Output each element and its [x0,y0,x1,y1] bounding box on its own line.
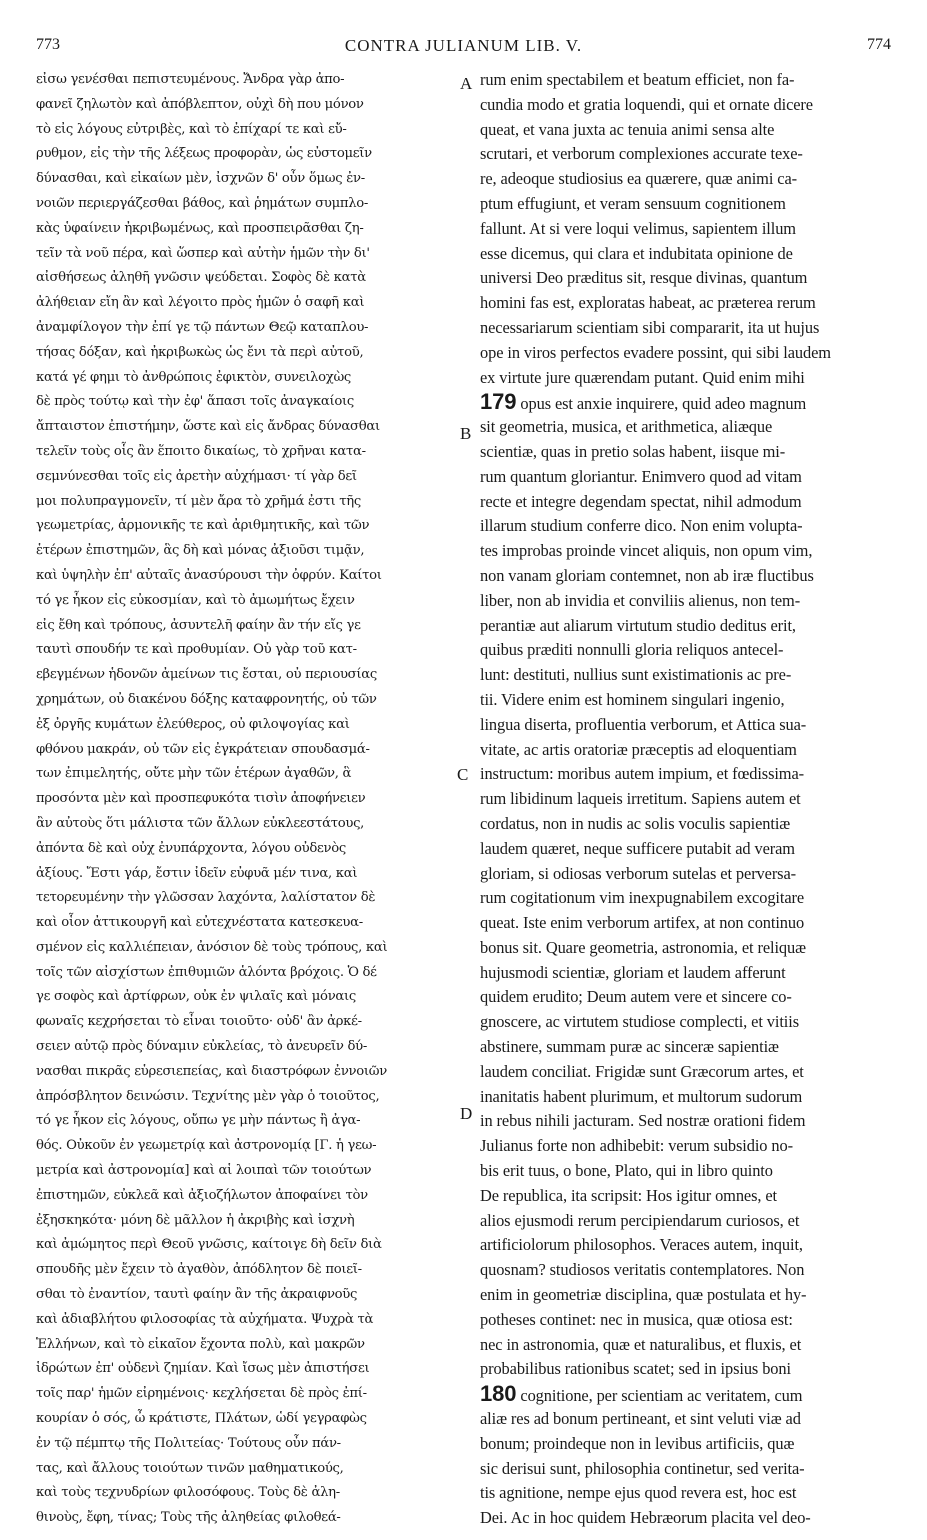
greek-text-line: φωναῖς κεχρήσεται τὸ εἶναι τοιοῦτο· οὐδ' ἂν ἀρκέ- [36,1014,362,1030]
greek-text-line: καὶ ἀδιαβλήτου φιλοσοφίας τὰ αὐχήματα. Ψυχρὰ τὰ [36,1311,374,1327]
greek-text-line: ρυθμον, εἰς τὴν τῆς λέξεως προφορὰν, ὡς εὐστομεῖν [36,146,372,162]
running-header [36,36,891,58]
latin-text-line: vitate, ac artis oratoriæ præceptis ad eloquentiam [480,739,797,759]
greek-text-line: αἰσθήσεως ἀληθῆ γνῶσιν ψεύδεται. Σοφὸς δὲ κατὰ [36,270,366,286]
greek-text-line: μοι πολυπραγμονεῖν, τί μὲν ἄρα τὸ χρῆμά ἐστι τῆς [36,493,361,509]
latin-text-line: ptum effugiunt, et veram sensuum cognitionem [480,193,786,213]
latin-text-line: rum enim spectabilem et beatum efficiet, non fa- [480,70,795,89]
greek-text-line: γε σοφὸς καὶ ἀρτίφρων, οὐκ ἐν ψιλαῖς καὶ μόναις [36,989,356,1005]
latin-text-line: inanitatis habent plurimum, et multorum sudorum [480,1086,803,1106]
latin-text-line: illarum studium conferre dico. Non enim volupta- [480,516,803,536]
latin-text-line: probabilibus rationibus scatet; sed in ipsius boni [480,1359,791,1379]
latin-text-line: lunt: destituti, nullius sunt existimationis ac pre- [480,665,792,685]
latin-text-line: scrutari, et verborum complexiones accurate texe- [480,144,803,164]
greek-text-line: ἐξησκηκότα· μόνη δὲ μᾶλλον ἡ ἀκριβὴς καὶ ἰσχνὴ [36,1212,355,1228]
greek-text-line: ἑτέρων ἐπιστημῶν, ἃς δὴ καὶ μόνας ἀξιοῦσι τιμᾷν, [36,543,365,559]
latin-text-line: rum libidinum laqueis irretitum. Sapiens autem et [480,789,801,809]
greek-text-line: ἐν τῷ πέμπτῳ τῆς Πολιτείας· Τούτους οὖν πάν- [36,1435,341,1451]
greek-text-line: Ἑλλήνων, καὶ τὸ εἰκαῖον ἔχοντα πολὺ, καὶ μακρῶν [36,1336,365,1352]
latin-text-line: quosnam? studiosos veritatis contemplatores. Non [480,1260,805,1280]
latin-text-line: cordatus, non in nudis ac solis voculis sapientiæ [480,813,791,833]
latin-text-line: tis agnitione, nempe ejus quod revera est, hoc est [480,1483,797,1503]
latin-text-line: alios ejusmodi rerum percipiendarum curiosos, et [480,1210,800,1230]
greek-text-line: ταυτὶ σπουδήν τε καὶ προθυμίαν. Οὐ γὰρ τοῦ κατ- [36,642,357,658]
latin-text-line: rum quantum gloriantur. Enimvero quod ad vitam [480,466,802,486]
greek-text-line: ἀλήθειαν εἴη ἂν καὶ λέγοιτο πρὸς ἡμῶν ὁ σαφῆ καὶ [36,295,365,311]
greek-text-line: σπουδῆς μὲν ἔχειν τὸ ἀγαθὸν, ἀπόδλητον δὲ ποιεῖ- [36,1262,362,1278]
greek-text-line: σειεν αὐτῷ πρὸς δύναμιν εὐκλείας, τὸ ἀνευρεῖν δύ- [36,1039,367,1055]
latin-text-line: non vanam gloriam contemnet, non ab iræ fluctibus [480,565,814,585]
greek-text-line: τοῖς παρ' ἡμῶν εἰρημένοις· κεχλήσεται δὲ πρὸς ἐπί- [36,1386,367,1402]
latin-text-column [480,68,892,1531]
latin-text-line: quibus præditi nonnulli gloria reliquos antecel- [480,640,784,660]
latin-text-line: ex virtute jure quærendam putant. Quid enim mihi [480,367,805,387]
latin-text-line: bis erit tuus, o bone, Plato, qui in libro quinto [480,1161,773,1181]
page-number-left: 773 [36,36,60,53]
greek-text-line: φθόνου μακράν, οὐ τῶν εἰς ἐγκράτειαν σπουδασμά- [36,741,370,757]
greek-text-line: εἰς ἔθη καὶ τρόπους, ἀσυντελῆ φαίην ἂν τήν εἴς γε [36,617,361,633]
running-title: CONTRA JULIANUM LIB. V. [344,36,583,55]
section-marker-c: C [457,765,469,784]
greek-text-line: καὶ οἷον ἀττικουργῆ καὶ εὐτεχνέστατα κατεσκευα- [36,915,363,931]
greek-text-line: κουρίαν ὁ σός, ὦ κράτιστε, Πλάτων, ὡδί γεγραφὼς [36,1411,367,1427]
latin-text-line: lingua diserta, profluentia verborum, et Attica sua- [480,714,807,734]
latin-text-line: nec in astronomia, quæ et naturalibus, et fluxis, et [480,1334,802,1354]
greek-text-line: προσόντα μὲν καὶ προσπεφυκότα τισὶν ἀποφήνειεν [36,791,366,807]
greek-text-line: θινοὺς, ἔφη, τίνας; Τοὺς τῆς ἀληθείας φιλοθεά- [36,1510,341,1526]
latin-text-line: gnoscere, ac virtutem studiose complecti, et vitiis [480,1012,799,1032]
latin-text-line: cundia modo et gratia loquendi, qui et ornate dicere [480,94,813,114]
latin-text-line: queat, et vana juxta ac tenuia animi sensa alte [480,119,775,139]
latin-text-line: aliæ res ad bonum pertineant, et sint veluti viæ ad [480,1409,801,1429]
greek-text-line: σεμνύνεσθαι τοῖς εἰς ἀρετὴν αὐχήμασι· τί γὰρ δεῖ [36,468,357,484]
greek-text-line: ἄπταιστον ἐπιστήμην, ὥστε καὶ εἰς ἄνδρας δύνασθαι [36,419,380,435]
latin-text-line: scientiæ, quas in pretio solas habent, iisque mi- [480,441,786,461]
latin-text-line: Dei. Ac in hoc quidem Hebræorum placita vel deo- [480,1508,811,1528]
latin-text-line: Julianus forte non adhibebit: verum subsidio no- [480,1136,793,1156]
greek-text-line: κὰς ὑφαίνειν ἠκριβωμένως, καὶ προσπειρᾶσθαι ζη- [36,220,364,236]
latin-text-line: bonus sit. Quare geometria, astronomia, et reliquæ [480,937,806,957]
greek-text-line: κατά γέ φημι τὸ ἀνθρώποις ἐφικτὸν, συνειλοχὼς [36,369,351,385]
latin-text-line: instructum: moribus autem impium, et fœdissima- [480,764,804,784]
greek-text-line: ἂν αὐτοὺς ὅτι μάλιστα τῶν ἄλλων εὐκλεεστάτους, [36,815,365,831]
section-marker-d: D [460,1104,473,1123]
latin-text-line: re, adeoque studiosius ea quærere, quæ animi ca- [480,169,797,189]
latin-text-line: queat. Iste enim verborum artifex, at non continuo [480,913,805,933]
greek-text-line: μετρία καὶ ἀστρονομία] καὶ αἱ λοιπαὶ τῶν τοιούτων [36,1163,372,1179]
greek-text-line: τελεῖν τοὺς οἷς ἂν ἕποιτο δικαίως, τὸ χρῆναι κατα- [36,443,366,459]
latin-text-line: De republica, ita scripsit: Hos igitur omnes, et [480,1185,777,1205]
latin-text-line: sic derisui sunt, philosophia continetur, sed verita- [480,1458,805,1478]
latin-text-line: universi Deo præditus sit, resque divinas, quantum [480,268,808,288]
latin-text-line: 180 cognitione, per scientiam ac veritatem, cum [480,1382,803,1407]
greek-text-line: εἰσω γενέσθαι πεπιστευμένους. Ἄνδρα γὰρ ἀπο- [36,72,345,87]
latin-text-line: ope in viros perfectos evadere possint, qui sibi laudem [480,342,831,362]
greek-text-column [36,68,460,1531]
latin-text-line: necessariarum scientiam sibi compararit, ita ut hujus [480,317,820,337]
latin-text-line: liber, non ab invidia et conviliis alienus, non tem- [480,590,801,610]
latin-text-line: in rebus nihili jacturam. Sed nostræ orationi fidem [480,1111,806,1131]
greek-text-line: τήσας δόξαν, καὶ ἠκριβωκὼς ὡς ἔνι τὰ περὶ αὐτοῦ, [36,344,364,360]
greek-text-line: σθαι τὸ ἐναντίον, ταυτὶ φαίην ἂν τῆς ἀκραιφνοῦς [36,1287,358,1303]
greek-text-line: νοιῶν περιεργάζεσθαι βάθος, καὶ ῥημάτων συμπλο- [36,195,369,211]
greek-text-line: χρημάτων, οὐ διακένου δόξης καταφρονητής, οὐ τῶν [36,691,377,707]
page-number-right: 774 [867,36,891,53]
latin-text-line: artificiolorum philosophos. Veraces autem, inquit, [480,1235,803,1255]
greek-text-line: ἐξ ὀργῆς κυμάτων ἐλεύθερος, οὐ φιλοψογίας καὶ [36,716,350,732]
latin-text-line: tes improbas proinde vincet aliquis, non opum vim, [480,541,813,561]
greek-text-line: νασθαι πικρᾶς εὑρεσιεπείας, καὶ διαστρόφων ἐννοιῶν [36,1063,387,1079]
latin-text-line: perantiæ aut aliarum virtutum studio deditus erit, [480,615,796,635]
latin-text-line: potheses continet: nec in musica, quæ otiosa est: [480,1309,793,1329]
greek-text-line: τό γε ἧκον εἰς εὐκοσμίαν, καὶ τὸ ἀμωμήτως ἔχειν [36,592,355,608]
latin-text-line: recte et integre degendam spectat, nihil admodum [480,491,802,511]
section-marker-a: A [460,74,473,93]
latin-text-line: laudem quæret, neque sufficere putabit ad veram [480,838,795,858]
latin-text-line: sit geometria, musica, et arithmetica, aliæque [480,417,773,437]
latin-text-line: 179 opus est anxie inquirere, quid adeo magnum [480,390,807,415]
greek-text-line: σμένον εἰς καλλιέπειαν, ἀνόσιον δὲ τοὺς τρόπους, καὶ [36,939,388,955]
greek-text-line: καὶ τοὺς τεχνυδρίων φιλοσόφους. Τοὺς δὲ ἀλη- [36,1485,340,1501]
greek-text-line: εβεγμένων ἡδονῶν ἀμείνων τις ἔσται, οὐ περιουσίας [36,667,377,683]
greek-text-line: των ἐπιμελητής, οὔτε μὴν τῶν ἑτέρων ἀγαθῶν, ἃ [36,766,352,782]
greek-text-line: ἀπρόσβλητον δεινώσιν. Τεχνίτης μὲν γὰρ ὁ τοιοῦτος, [36,1088,380,1104]
greek-text-line: γεωμετρίας, ἁρμονικῆς τε καὶ ἀριθμητικῆς, καὶ τῶν [36,518,370,534]
latin-text-line: tii. Videre enim est hominem singulari ingenio, [480,689,785,709]
latin-text-line: quidem erudito; Deum autem vere et sincere co- [480,987,792,1007]
latin-text-line: bonum; proindeque non in levibus artificiis, quæ [480,1433,795,1453]
greek-text-line: ἐπιστημῶν, εὐκλεᾶ καὶ ἀξιοζήλωτον ἀποφαίνει τὸν [36,1187,368,1203]
greek-text-line: καὶ ἀμώμητος περὶ Θεοῦ γνῶσις, καίτοιγε δὴ δεῖν διὰ [36,1237,382,1253]
latin-text-line: abstinere, summam puræ ac sinceræ sapientiæ [480,1037,779,1057]
greek-text-line: ἱδρώτων ἐπ' οὐδενὶ ζημίαν. Καὶ ἴσως μὲν ἀπιστήσει [36,1361,370,1377]
latin-text-line: enim in geometriæ disciplina, quæ postulata et hy- [480,1285,807,1305]
greek-text-line: ἀπόντα δὲ καὶ οὐχ ἐνυπάρχοντα, λόγου οὐδενὸς [36,840,346,856]
greek-text-line: τὸ εἰς λόγους εὐτριβὲς, καὶ τὸ ἐπίχαρί τε καὶ εὔ- [36,121,347,137]
latin-text-line: esse dicemus, qui clara et indubitata opinione de [480,243,793,263]
latin-text-line: rum cogitationum vim inexpugnabilem excogitare [480,888,805,908]
greek-text-line: δύνασθαι, καὶ εἰκαίων μὲν, ἰσχνῶν δ' οὖν ὅμως ἐν- [36,171,365,187]
greek-text-line: ἀξίους. Ἔστι γάρ, ἔστιν ἰδεῖν εὐφυᾶ μέν τινα, καὶ [36,865,358,881]
greek-text-line: δὲ πρὸς τούτῳ καὶ τὴν ἐφ' ἅπασι τοῖς ἀναγκαίοις [36,394,354,410]
greek-text-line: ἀναμφίλογον τὴν ἐπί γε τῷ πάντων Θεῷ καταπλου- [36,319,369,335]
greek-text-line: τας, καὶ ἄλλους τοιούτων τινῶν μαθηματικούς, [36,1460,344,1476]
greek-text-line: καὶ ὑψηλὴν ἐπ' αὐταῖς ἀνασύρουσι τὴν ὀφρύν. Καίτοι [36,567,382,583]
margin-page-number: 179 [480,390,517,415]
margin-page-number: 180 [480,1382,517,1407]
latin-text-line: laudem conciliat. Frigidæ sunt Græcorum artes, et [480,1061,804,1081]
greek-text-line: τοῖς τῶν αἰσχίστων ἐπιθυμιῶν ἁλόντα βρόχοις. Ὁ δέ [36,964,377,980]
section-marker-b: B [460,424,472,443]
greek-text-line: τεῖν τὰ νοῦ πέρα, καὶ ὥσπερ καὶ αὐτὴν ἡμῶν τὴν δι' [36,245,370,261]
greek-text-line: τό γε ἧκον εἰς λόγους, οὔπω γε μὴν πάντως ἢ ἀγα- [36,1113,361,1129]
greek-text-line: θός. Οὐκοῦν ἐν γεωμετρίᾳ καὶ ἀστρονομίᾳ [Γ. ἡ γεω- [36,1138,377,1154]
latin-text-line: fallunt. At si vere loqui velimus, sapientem illum [480,218,796,238]
latin-text-line: hujusmodi scientiæ, gloriam et laudem afferunt [480,962,786,982]
latin-text-line: gloriam, si odiosas verborum sutelas et perversa- [480,863,796,883]
latin-text-line: homini fas est, exploratas habeat, ac præterea rerum [480,293,816,313]
greek-text-line: φανεῖ ζηλωτὸν καὶ ἀπόβλεπτον, οὐχὶ δὴ που μόνον [36,96,364,112]
greek-text-line: τετορευμένην τὴν γλῶσσαν λαχόντα, λαλίστατον δὲ [36,890,376,906]
